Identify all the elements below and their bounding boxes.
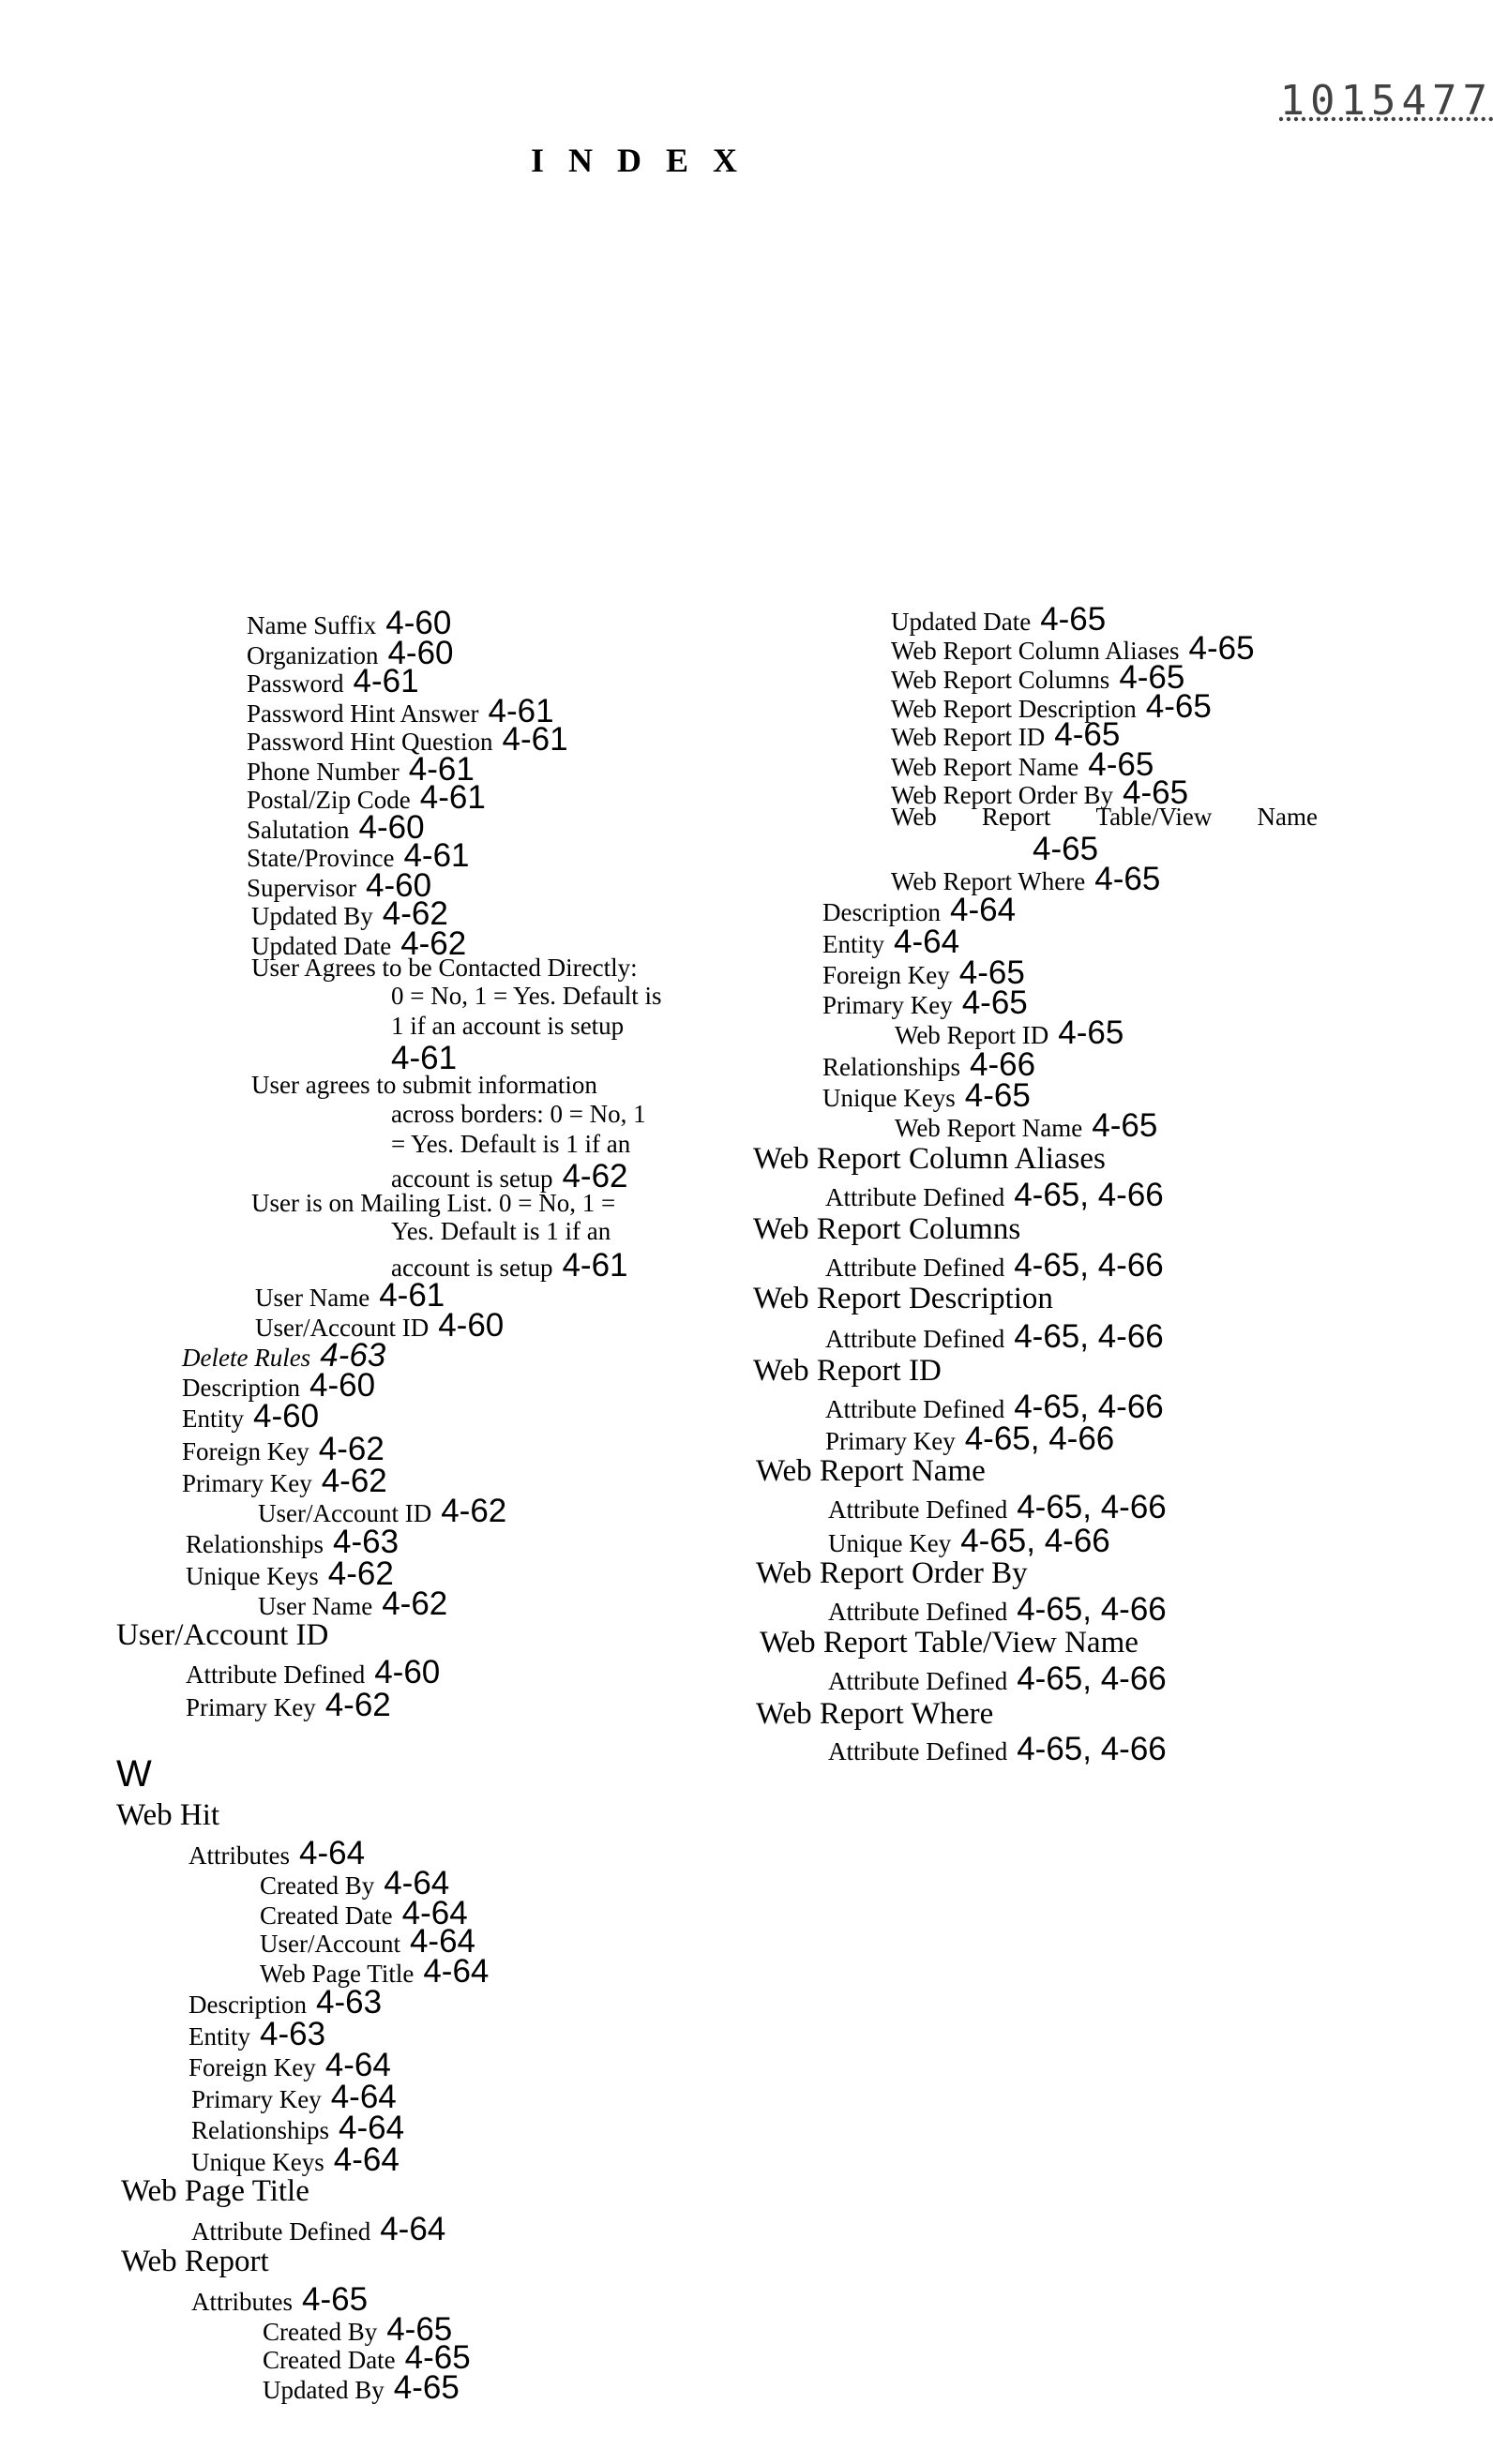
page-reference: 4-64: [380, 2211, 445, 2247]
index-entry-term: = Yes. Default is 1 if an: [391, 1130, 630, 1158]
page-reference: 4-63: [333, 1524, 399, 1560]
index-entry-term: Web Report Name: [895, 1114, 1082, 1142]
page-reference: 4-65: [1040, 601, 1106, 638]
page-title: INDEX: [0, 141, 1380, 180]
index-entry-term: across borders: 0 = No, 1: [391, 1100, 646, 1128]
page-reference: 4-62: [383, 895, 448, 932]
page-reference: 4-60: [359, 809, 425, 846]
index-entry: [828, 1662, 1167, 1695]
page-reference: 4-64: [402, 1895, 468, 1931]
index-entry-term: Created Date: [260, 1901, 393, 1930]
index-entry: [186, 1656, 440, 1689]
index-entry: [189, 1986, 382, 2019]
index-entry-term: Created By: [260, 1871, 374, 1900]
page-reference: 4-65: [1033, 831, 1098, 867]
page-reference: 4-62: [441, 1493, 506, 1529]
index-entry-term: Web Report ID: [895, 1021, 1048, 1049]
index-entry-term: Unique Keys: [822, 1084, 956, 1112]
page-reference: 4-65, 4-66: [965, 1420, 1115, 1457]
index-entry: [391, 1102, 646, 1127]
page-reference: 4-65: [302, 2281, 368, 2318]
index-entry-term: Web Report Columns: [891, 666, 1109, 694]
index-entry: [825, 1320, 1164, 1353]
index-entry-term: Unique Keys: [191, 2148, 324, 2176]
index-entry-term: Attribute Defined: [828, 1598, 1007, 1626]
index-entry: [191, 2213, 445, 2246]
page-reference: 4-61: [354, 663, 419, 699]
index-entry: [1033, 833, 1098, 865]
index-entry: [391, 1042, 457, 1074]
page-reference: 4-65, 4-66: [960, 1523, 1110, 1559]
page-reference: 4-62: [400, 925, 466, 962]
index-entry: [182, 1369, 375, 1402]
index-entry-term: Description: [182, 1374, 300, 1402]
index-entry: [182, 1465, 387, 1497]
index-entry-term: Attribute Defined: [191, 2217, 370, 2246]
index-entry: [258, 1495, 506, 1527]
index-entry: [891, 718, 1120, 751]
index-entry-term: Web Report Where: [756, 1697, 993, 1731]
page-reference: 4-65, 4-66: [1017, 1731, 1167, 1767]
page-reference: 4-66: [970, 1046, 1035, 1083]
index-entry: [191, 2283, 368, 2316]
page-reference: 4-65: [386, 2311, 452, 2348]
index-entry: [828, 1733, 1167, 1765]
index-entry: [891, 632, 1255, 665]
index-entry-term: Web Report ID: [891, 723, 1045, 751]
page-reference: 4-64: [410, 1923, 475, 1960]
page-reference: 4-60: [374, 1654, 440, 1690]
index-entry-term: Web Report Columns: [753, 1212, 1020, 1246]
index-entry-term: Updated Date: [251, 932, 391, 960]
index-entry-term: Relationships: [191, 2116, 329, 2144]
index-entry: [263, 2371, 460, 2404]
index-entry-term: Unique Key: [828, 1529, 951, 1557]
index-heading: [753, 1284, 1053, 1315]
index-entry-term: User Name: [255, 1284, 369, 1312]
index-entry-term: Created By: [263, 2318, 377, 2346]
index-heading: [753, 1144, 1106, 1175]
index-entry-term: Web Report Name: [756, 1454, 986, 1488]
index-entry-term: Web Report ID: [753, 1354, 942, 1388]
page-reference: 4-65: [1092, 1107, 1157, 1144]
index-entry-term: Salutation: [247, 816, 350, 844]
page-reference: 4-63: [316, 1984, 382, 2021]
page-reference: 4-61: [379, 1277, 445, 1314]
index-entry-term: Entity: [189, 2022, 250, 2051]
index-entry-term: User/Account ID: [258, 1499, 431, 1527]
index-entry-term: 1 if an account is setup: [391, 1012, 624, 1040]
index-entry: [247, 723, 568, 756]
index-entry-term: Attribute Defined: [828, 1737, 1007, 1765]
index-entry-term: Relationships: [822, 1053, 960, 1081]
page-reference: 4-65, 4-66: [1014, 1318, 1164, 1355]
index-entry-term: Web Report Order By: [891, 781, 1113, 809]
page-reference: 4-64: [950, 892, 1016, 928]
index-heading: [756, 1456, 986, 1487]
index-entry-term: Created Date: [263, 2346, 396, 2374]
index-entry-term: User is on Mailing List. 0 = No, 1 =: [251, 1189, 615, 1217]
index-entry: [251, 955, 638, 981]
index-entry-term: Password Hint Question: [247, 728, 493, 756]
index-entry-term: Password: [247, 669, 344, 698]
index-entry-term: Postal/Zip Code: [247, 786, 411, 814]
page-reference: 4-61: [391, 1040, 457, 1076]
index-entry: [191, 2081, 397, 2113]
index-entry: [391, 1160, 628, 1193]
index-entry: [182, 1433, 385, 1465]
page-reference: 4-65, 4-66: [1017, 1489, 1167, 1525]
index-entry: [891, 804, 1318, 830]
page-reference: 4-61: [562, 1247, 627, 1284]
page-reference: 4-65: [1094, 861, 1160, 897]
index-entry: [895, 1109, 1157, 1142]
index-entry-term: User agrees to submit information: [251, 1071, 597, 1099]
index-entry: [251, 1073, 597, 1098]
index-entry-term: Web Report Order By: [756, 1556, 1028, 1590]
index-entry-term: Updated By: [263, 2376, 385, 2404]
page-reference: 4-64: [339, 2110, 404, 2146]
index-entry: [247, 665, 419, 698]
index-entry-term: User Name: [258, 1592, 372, 1620]
index-entry-word: Report: [982, 804, 1051, 830]
index-entry: [189, 2049, 391, 2081]
index-entry: [825, 1179, 1164, 1211]
page-reference: 4-65: [405, 2339, 471, 2376]
page-reference: 4-65: [1058, 1014, 1124, 1051]
index-entry-term: W: [116, 1753, 152, 1795]
page-reference: 4-65: [1088, 746, 1154, 783]
page-reference: 4-65, 4-66: [1017, 1660, 1167, 1697]
index-entry-word: Web: [891, 804, 937, 830]
index-entry: [891, 863, 1160, 895]
index-entry-term: Primary Key: [182, 1469, 312, 1497]
page-reference: 4-61: [420, 779, 486, 816]
index-entry-term: Unique Keys: [186, 1562, 319, 1590]
page-reference: 4-65: [1146, 688, 1212, 725]
page-reference: 4-61: [403, 837, 469, 874]
index-entry-term: Entity: [182, 1405, 244, 1433]
index-entry-term: Updated Date: [891, 608, 1031, 636]
index-entry: [825, 1249, 1164, 1282]
index-entry-term: Attributes: [191, 2288, 293, 2316]
index-entry-term: Web Hit: [116, 1798, 219, 1832]
index-entry-term: Attribute Defined: [825, 1325, 1004, 1353]
index-entry-term: Relationships: [186, 1530, 324, 1558]
index-entry-term: Web Report Description: [891, 695, 1137, 723]
index-entry: [247, 839, 470, 872]
index-entry: [822, 925, 959, 958]
index-entry: [822, 1079, 1031, 1112]
index-entry-term: Primary Key: [825, 1427, 956, 1455]
page-reference: 4-62: [382, 1585, 447, 1622]
index-entry: [822, 986, 1028, 1019]
index-entry-term: Attribute Defined: [825, 1395, 1004, 1423]
page-reference: 4-64: [384, 1865, 449, 1901]
index-entry: [828, 1593, 1167, 1626]
index-entry-term: Delete Rules: [182, 1344, 310, 1372]
index-heading: [121, 2176, 309, 2207]
page-reference: 4-64: [331, 2079, 397, 2115]
page-reference: 4-65, 4-66: [1014, 1389, 1164, 1425]
index-entry-term: Attribute Defined: [825, 1183, 1004, 1211]
index-heading: [756, 1558, 1028, 1589]
page-reference: 4-65: [1189, 630, 1255, 667]
page-reference: 4-62: [319, 1431, 385, 1467]
page-reference: 4-65, 4-66: [1014, 1177, 1164, 1213]
index-entry: [391, 1132, 630, 1157]
index-entry: [186, 1525, 399, 1558]
page-reference: 4-62: [328, 1555, 394, 1592]
document-stamp-number: 1015477: [1280, 77, 1493, 125]
page-reference: 4-60: [366, 867, 431, 904]
page-reference: 4-65: [1119, 659, 1184, 696]
index-entry-term: User/Account ID: [116, 1618, 328, 1652]
index-heading: [116, 1755, 152, 1793]
index-heading: [753, 1356, 942, 1387]
index-entry-word: Table/View: [1095, 804, 1212, 830]
index-entry: [891, 603, 1106, 636]
index-entry-term: Web Page Title: [260, 1960, 414, 1988]
index-entry-term: Entity: [822, 930, 884, 958]
index-entry-term: Web Report Where: [891, 867, 1085, 895]
index-heading: [121, 2246, 269, 2277]
page-reference: 4-65: [959, 954, 1025, 991]
index-entry: [891, 661, 1184, 694]
index-entry-term: Web Report Description: [753, 1282, 1053, 1315]
index-entry-term: User/Account ID: [255, 1314, 429, 1342]
index-entry: [251, 1191, 615, 1216]
index-entry: [260, 1955, 489, 1988]
index-entry: [825, 1390, 1164, 1423]
page-reference: 4-65: [965, 1077, 1031, 1114]
index-entry-term: account is setup: [391, 1254, 552, 1282]
index-entry: [825, 1422, 1114, 1455]
page-reference: 4-60: [385, 605, 451, 641]
index-entry-term: Attribute Defined: [825, 1254, 1004, 1282]
index-entry-word: Name: [1258, 804, 1318, 830]
index-entry-term: User Agrees to be Contacted Directly:: [251, 954, 638, 982]
page-reference: 4-64: [894, 924, 959, 960]
index-entry: [182, 1400, 319, 1433]
index-entry-term: Web Page Title: [121, 2174, 309, 2208]
index-entry: [186, 1689, 391, 1721]
index-entry: [191, 2111, 404, 2144]
index-entry-term: Foreign Key: [189, 2053, 316, 2081]
index-heading: [753, 1214, 1020, 1245]
index-entry-term: Phone Number: [247, 758, 400, 786]
index-entry-term: Yes. Default is 1 if an: [391, 1217, 611, 1245]
index-heading: [116, 1800, 219, 1831]
index-heading: [116, 1620, 328, 1651]
index-entry: [258, 1587, 447, 1620]
page-reference: 4-62: [562, 1158, 627, 1194]
index-entry-term: Primary Key: [191, 2085, 322, 2113]
index-entry: [255, 1279, 445, 1312]
index-entry: [822, 894, 1016, 926]
page-reference: 4-65: [394, 2369, 460, 2406]
page-reference: 4-61: [409, 751, 475, 788]
index-entry-term: Description: [189, 1991, 307, 2019]
index-entry: [189, 1837, 365, 1870]
page-reference: 4-61: [503, 721, 568, 758]
page-reference: 4-63: [260, 2016, 325, 2052]
index-entry-term: account is setup: [391, 1164, 552, 1193]
index-entry: [189, 2018, 325, 2051]
index-entry-term: User/Account: [260, 1930, 400, 1958]
index-entry-term: Primary Key: [822, 991, 953, 1019]
index-entry-term: Attributes: [189, 1841, 290, 1870]
index-entry-term: Web Report Column Aliases: [753, 1142, 1106, 1176]
index-entry-term: Primary Key: [186, 1693, 316, 1721]
page-reference: 4-65: [1054, 716, 1120, 753]
index-entry: [186, 1557, 394, 1590]
page-reference: 4-63: [320, 1337, 385, 1374]
index-entry: [191, 2143, 400, 2176]
index-entry-term: Organization: [247, 641, 378, 669]
page-reference: 4-64: [423, 1953, 489, 1990]
index-entry-term: Foreign Key: [182, 1437, 309, 1465]
index-entry-term: Foreign Key: [822, 961, 950, 989]
index-entry-term: Password Hint Answer: [247, 699, 479, 728]
index-entry-term: Description: [822, 898, 941, 926]
index-entry-term: Attribute Defined: [828, 1495, 1007, 1524]
page-reference: 4-60: [438, 1307, 504, 1344]
page-reference: 4-64: [299, 1835, 365, 1871]
page-reference: 4-64: [325, 2047, 391, 2083]
index-entry: [895, 1016, 1124, 1049]
index-heading: [756, 1699, 993, 1730]
index-entry: [391, 1219, 611, 1244]
page-reference: 4-60: [309, 1367, 375, 1404]
index-entry-term: Web Report Column Aliases: [891, 637, 1180, 665]
page-reference: 4-61: [489, 693, 554, 729]
index-entry-term: Supervisor: [247, 874, 356, 902]
page-reference: 4-65: [1123, 774, 1188, 811]
index-entry-term: Name Suffix: [247, 611, 376, 639]
index-entry-term: Web Report: [121, 2245, 269, 2278]
page-reference: 4-65, 4-66: [1017, 1591, 1167, 1628]
index-entry: [828, 1525, 1110, 1557]
index-entry: [391, 984, 661, 1009]
index-heading: [760, 1628, 1139, 1659]
page-reference: 4-65, 4-66: [1014, 1247, 1164, 1284]
index-entry-term: Attribute Defined: [828, 1667, 1007, 1695]
page-reference: 4-65: [962, 984, 1028, 1021]
index-entry: [828, 1491, 1167, 1524]
page-reference: 4-60: [387, 635, 453, 671]
index-entry: [822, 1048, 1035, 1081]
index-entry-term: Updated By: [251, 902, 373, 930]
page-reference: 4-62: [322, 1463, 387, 1499]
index-entry-term: Web Report Table/View Name: [760, 1626, 1139, 1660]
page-reference: 4-64: [334, 2141, 400, 2178]
index-entry-term: State/Province: [247, 844, 394, 872]
index-entry-term: 0 = No, 1 = Yes. Default is: [391, 982, 661, 1010]
index-entry-term: Web Report Name: [891, 753, 1078, 781]
page-reference: 4-62: [325, 1687, 391, 1723]
page-reference: 4-60: [253, 1398, 319, 1435]
index-entry: [391, 1014, 624, 1039]
index-entry-term: Attribute Defined: [186, 1660, 365, 1689]
